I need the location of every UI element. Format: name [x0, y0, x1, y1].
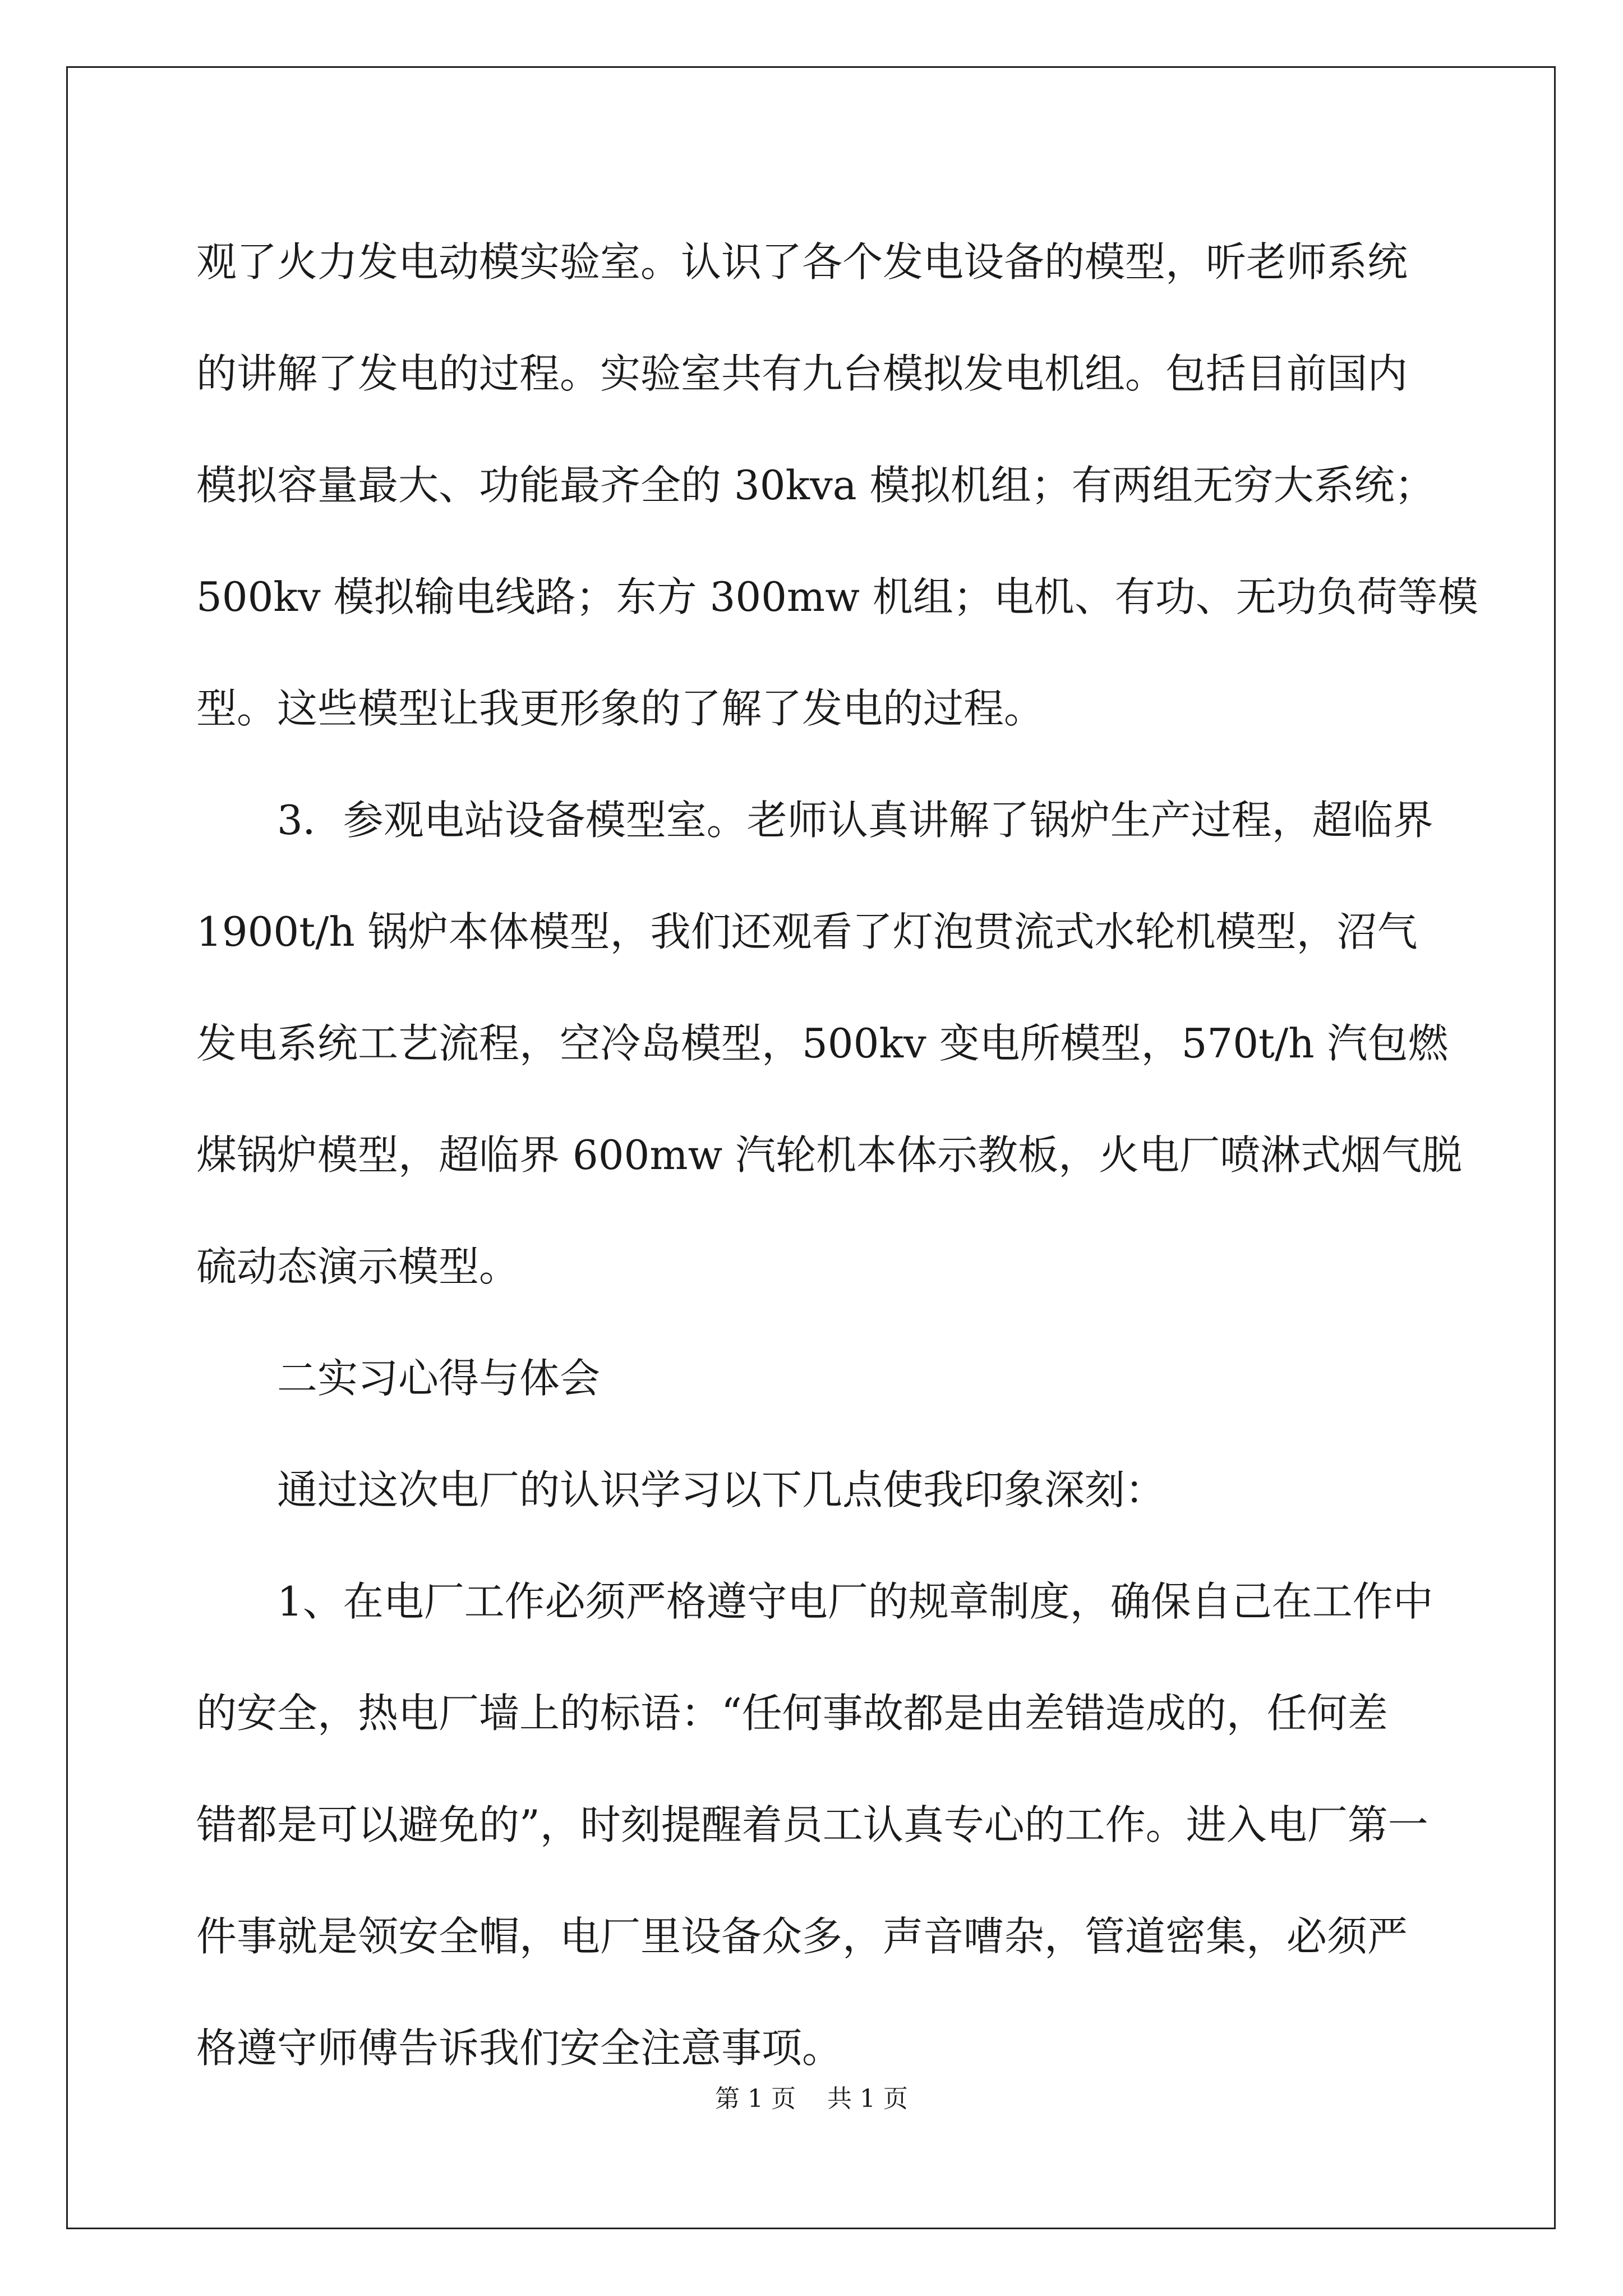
footer-spacer: [796, 2085, 827, 2113]
text-line: 3．参观电站设备模型室。老师认真讲解了锅炉生产过程，超临界: [277, 797, 1433, 844]
text-line: 错都是可以避免的”，时刻提醒着员工认真专心的工作。进入电厂第一: [196, 1801, 1428, 1848]
paragraph: [196, 765, 1463, 1323]
text-line: 观了火力发电动模实验室。认识了各个发电设备的模型，听老师系统: [196, 238, 1408, 286]
text-line: 的安全，热电厂墙上的标语：“任何事故都是由差错造成的，任何差: [196, 1690, 1388, 1737]
text-line: 通过这次电厂的认识学习以下几点使我印象深刻：: [277, 1466, 1166, 1513]
text-line: 1900t/h 锅炉本体模型，我们还观看了灯泡贯流式水轮机模型，沼气: [196, 908, 1418, 955]
text-line: 1、在电厂工作必须严格遵守电厂的规章制度，确保自己在工作中: [277, 1578, 1433, 1625]
page-footer: [0, 2082, 1623, 2116]
paragraph: [196, 1434, 1419, 1546]
section-heading: [196, 1323, 1419, 1434]
text-line: 500kv 模拟输电线路；东方 300mw 机组；电机、有功、无功负荷等模: [196, 573, 1478, 620]
paragraph: [196, 1546, 1433, 2104]
text-line: 格遵守师傅告诉我们安全注意事项。: [196, 2024, 843, 2072]
text-line: 的讲解了发电的过程。实验室共有九台模拟发电机组。包括目前国内: [196, 350, 1408, 397]
text-line: 硫动态演示模型。: [196, 1243, 520, 1290]
text-line: 件事就是领安全帽，电厂里设备众多，声音嘈杂，管道密集，必须严: [196, 1913, 1408, 1960]
paragraph: [196, 206, 1478, 765]
text-line: 煤锅炉模型，超临界 600mw 汽轮机本体示教板，火电厂喷淋式烟气脱: [196, 1131, 1463, 1179]
heading-line: 二实习心得与体会: [277, 1355, 601, 1402]
text-line: 型。这些模型让我更形象的了解了发电的过程。: [196, 685, 1045, 732]
text-line: 发电系统工艺流程，空冷岛模型，500kv 变电所模型，570t/h 汽包燃: [196, 1020, 1449, 1067]
document-body: [196, 206, 1478, 2104]
page-total: 共 1 页: [827, 2085, 908, 2113]
page-number: 第 1 页: [715, 2085, 796, 2113]
text-line: 模拟容量最大、功能最齐全的 30kva 模拟机组；有两组无穷大系统；: [196, 462, 1435, 509]
